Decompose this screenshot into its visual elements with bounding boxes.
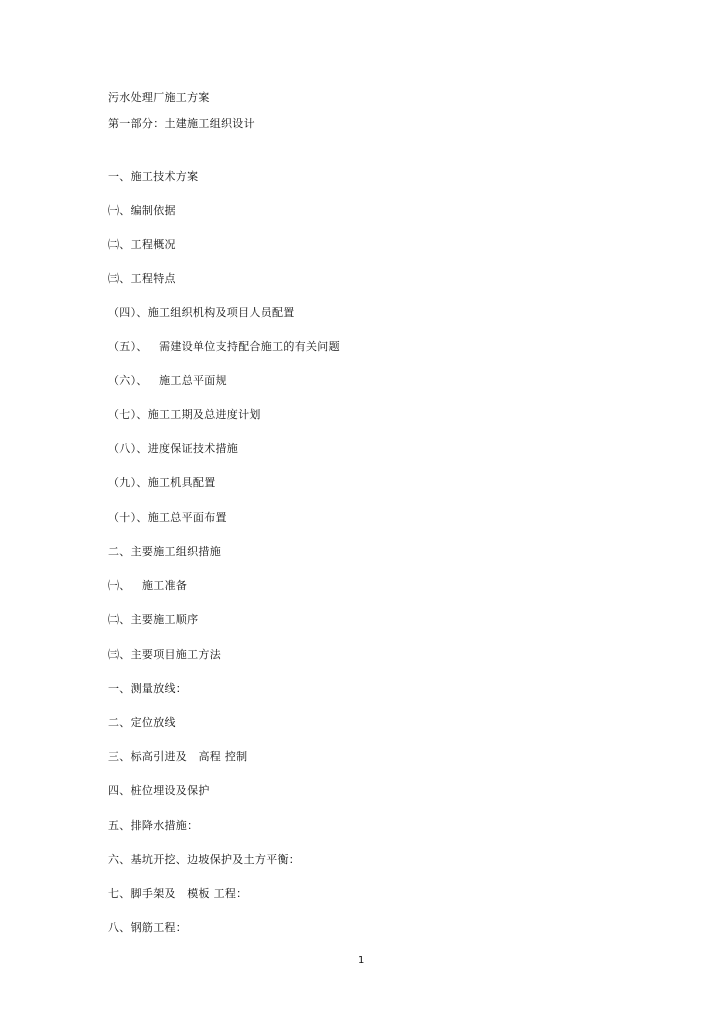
- toc-line: 一、施工技术方案: [108, 170, 199, 183]
- toc-line: （八）、进度保证技术措施: [108, 442, 239, 455]
- toc-line: ㈠、 施工准备: [108, 579, 188, 592]
- page-number: 1: [358, 955, 365, 966]
- toc-line: ㈢、主要项目施工方法: [108, 648, 221, 661]
- toc-line: ㈢、工程特点: [108, 272, 176, 285]
- toc-line: （四）、施工组织机构及项目人员配置: [108, 306, 295, 319]
- document-title: 污水处理厂施工方案: [108, 91, 210, 104]
- toc-line: 五、排降水措施：: [108, 819, 199, 832]
- document-part-heading: 第一部分：土建施工组织设计: [108, 117, 255, 130]
- toc-line: 七、脚手架及 模板 工程：: [108, 887, 248, 900]
- toc-line: （六）、 施工总平面规: [108, 374, 227, 387]
- toc-line: 六、基坑开挖、边坡保护及土方平衡：: [108, 853, 301, 866]
- toc-line: 二、定位放线: [108, 716, 176, 729]
- toc-line: 三、标高引进及 高程 控制: [108, 750, 248, 763]
- toc-line: ㈡、工程概况: [108, 238, 176, 251]
- toc-line: 四、桩位埋设及保护: [108, 784, 210, 797]
- toc-line: （十）、施工总平面布置: [108, 511, 227, 524]
- toc-line: 一、测量放线：: [108, 682, 188, 695]
- toc-line: （九）、施工机具配置: [108, 476, 216, 489]
- toc-line: 二、主要施工组织措施: [108, 545, 221, 558]
- toc-line: （七）、施工工期及总进度计划: [108, 408, 261, 421]
- toc-line: ㈠、编制依据: [108, 204, 176, 217]
- toc-line: ㈡、主要施工顺序: [108, 613, 199, 626]
- toc-line: （五）、 需建设单位支持配合施工的有关问题: [108, 340, 340, 353]
- toc-line: 八、钢筋工程：: [108, 921, 188, 934]
